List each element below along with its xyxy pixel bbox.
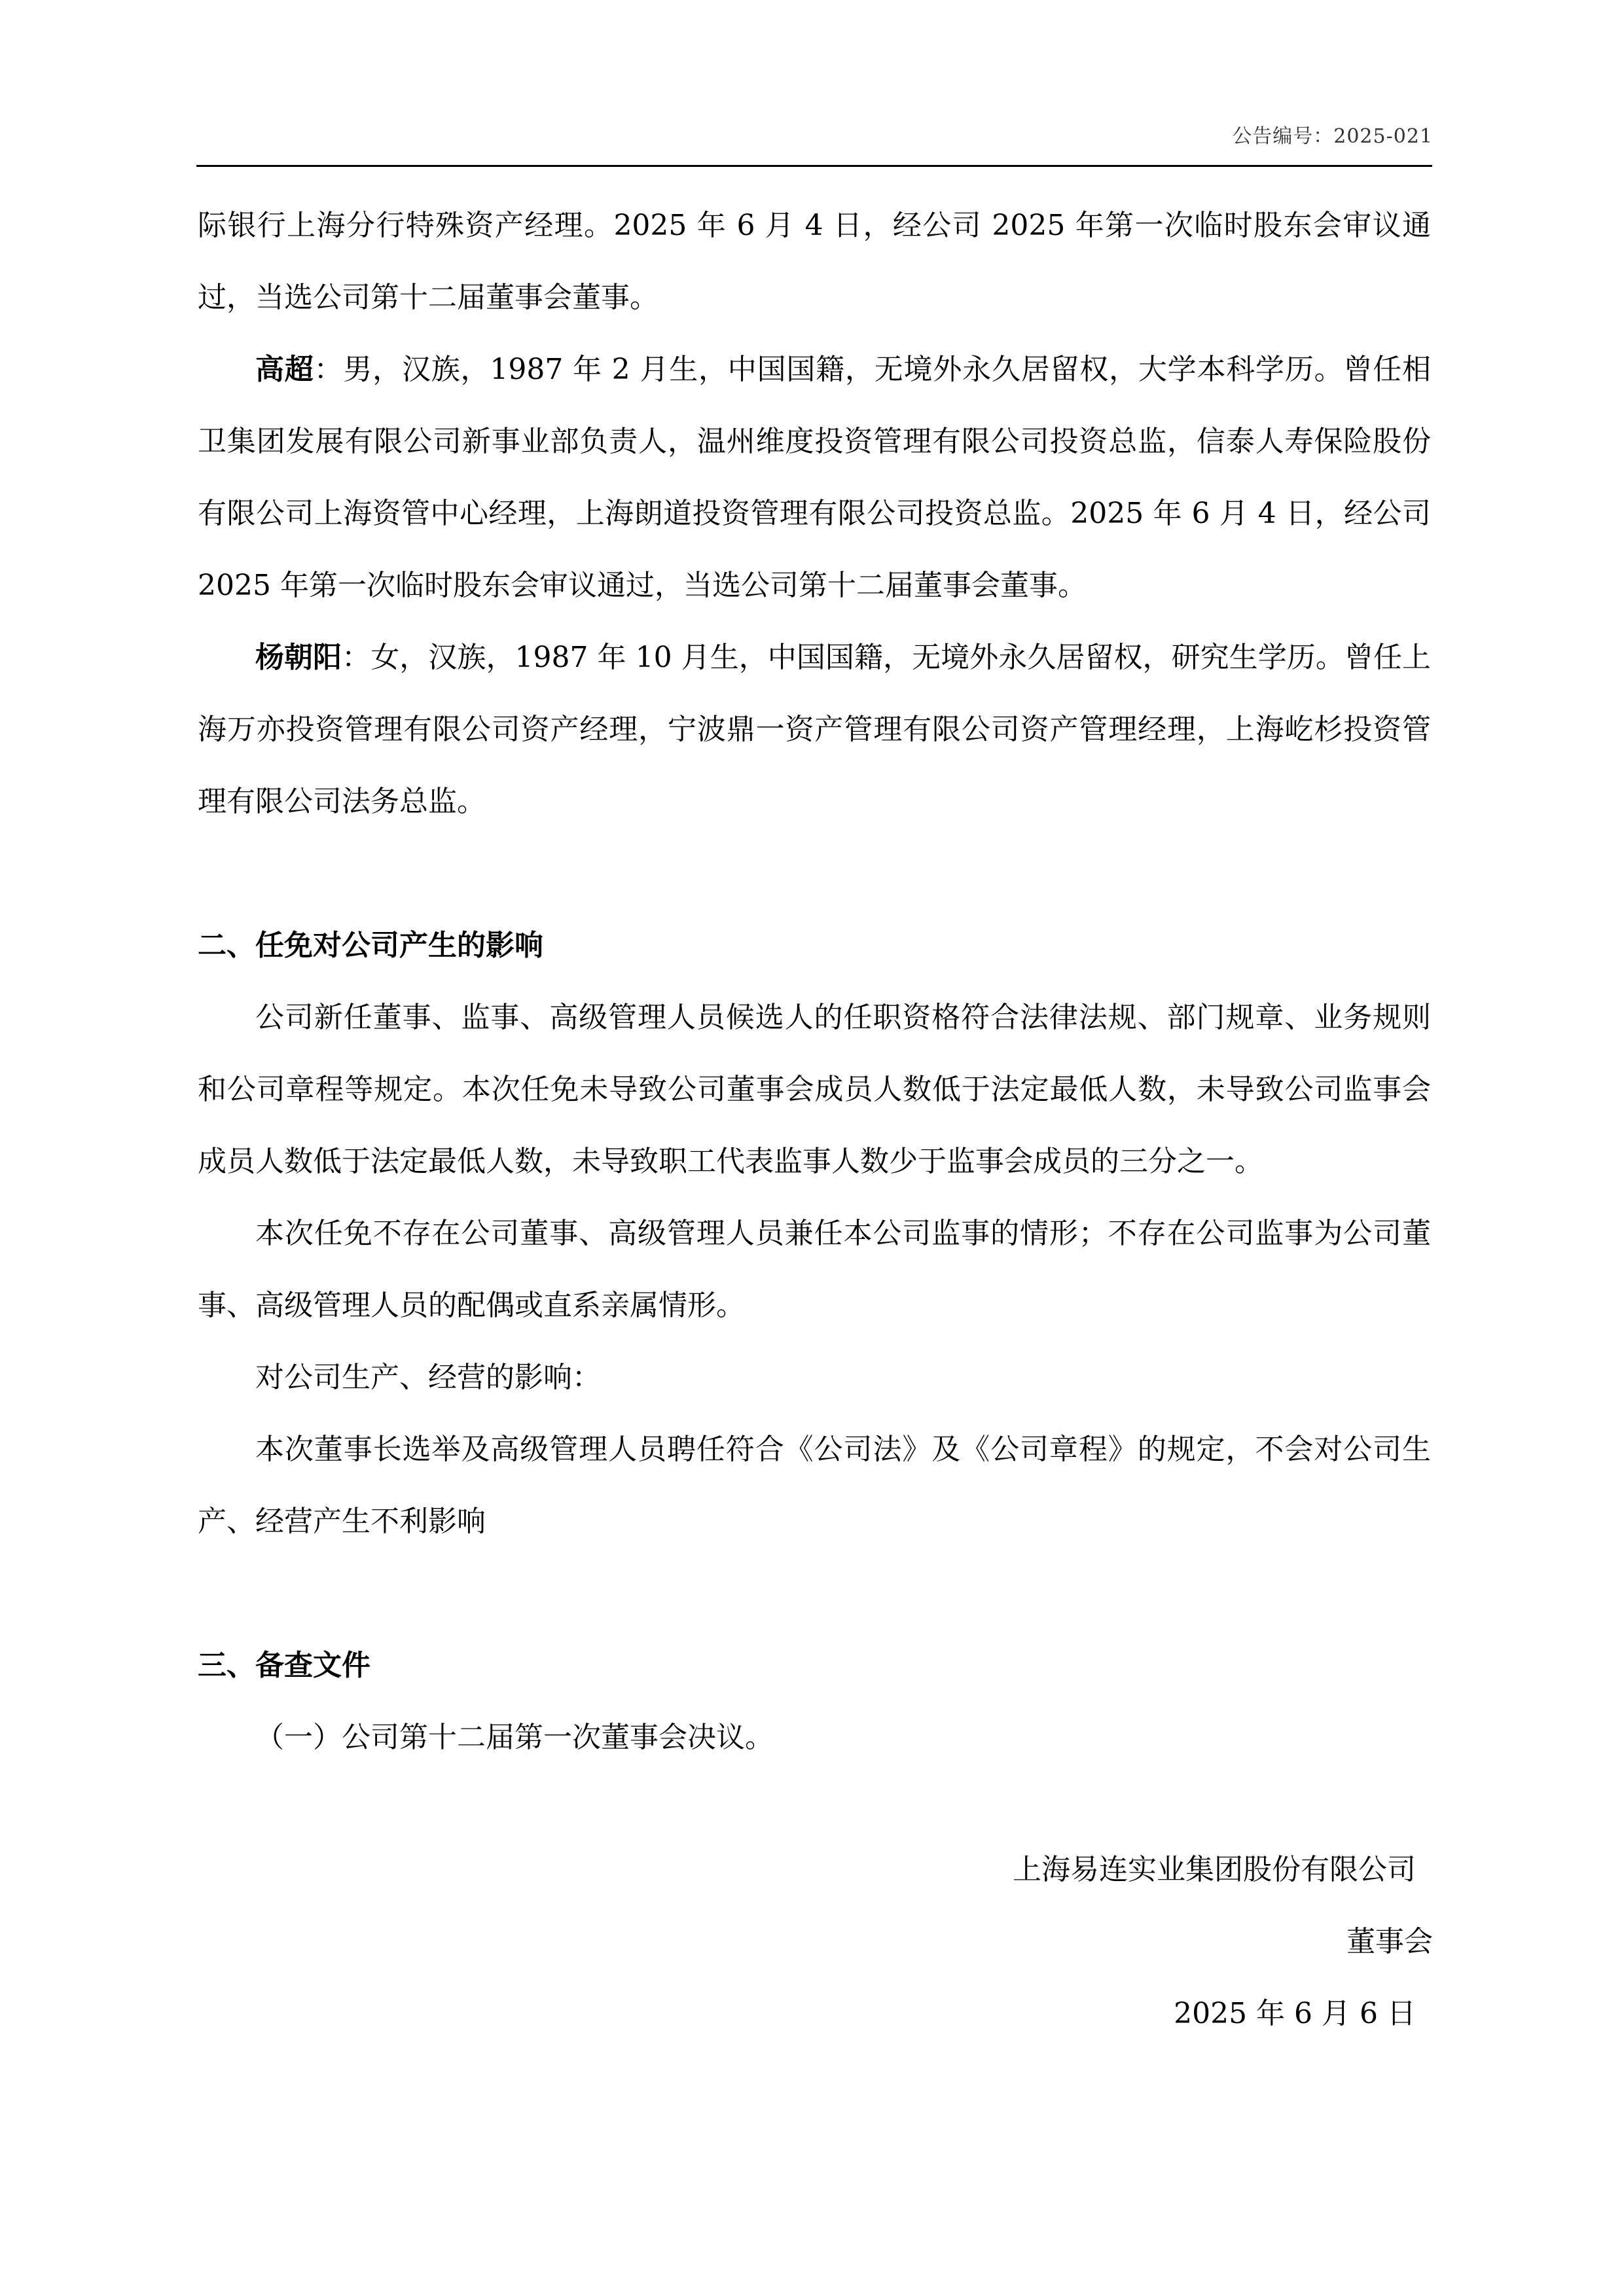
paragraph-continued: 际银行上海分行特殊资产经理。2025 年 6 月 4 日，经公司 2025 年第一次临时股东会审议通过，当选公司第十二届董事会董事。 (198, 209, 1431, 314)
notice-number: 公告编号：2025-021 (1232, 125, 1433, 148)
section-2-paragraph-4: 本次董事长选举及高级管理人员聘任符合《公司法》及《公司章程》的规定，不会对公司生产、经营产生不利影响 (198, 1433, 1431, 1538)
signature-board: 董事会 (1346, 1925, 1433, 1958)
person-name-yang: 杨朝阳 (255, 641, 342, 674)
signature-date: 2025 年 6 月 6 日 (1174, 1997, 1416, 2030)
person-bio-gao: ：男，汉族，1987 年 2 月生，中国国籍，无境外永久居留权，大学本科学历。曾任相卫集团发展有限公司新事业部负责人，温州维度投资管理有限公司投资总监，信泰人寿保险股份有限公司上海资管中心经理，上海朗道投资管理有限公司投资总监。2025 年 6 月 4 日，经公司 2025 年第一次临时股东会审议通过，当选公司第十二届董事会董事。 (198, 353, 1432, 602)
section-3-title: 三、备查文件 (198, 1649, 370, 1682)
person-bio-yang: ：女，汉族，1987 年 10 月生，中国国籍，无境外永久居留权，研究生学历。曾任上海万亦投资管理有限公司资产经理，宁波鼎一资产管理有限公司资产管理经理，上海屹杉投资管理有限公司法务总监。 (198, 641, 1432, 818)
person-name-gao: 高超 (255, 353, 314, 386)
paragraph-gao-chao (198, 334, 1431, 622)
header-divider (196, 165, 1432, 167)
signature-company: 上海易连实业集团股份有限公司 (1013, 1853, 1416, 1886)
section-2-paragraph-2: 本次任免不存在公司董事、高级管理人员兼任本公司监事的情形；不存在公司监事为公司董事、高级管理人员的配偶或直系亲属情形。 (198, 1217, 1431, 1322)
section-2-paragraph-1: 公司新任董事、监事、高级管理人员候选人的任职资格符合法律法规、部门规章、业务规则和公司章程等规定。本次任免未导致公司董事会成员人数低于法定最低人数，未导致公司监事会成员人数低于法定最低人数，未导致职工代表监事人数少于监事会成员的三分之一。 (198, 1001, 1431, 1178)
section-2-title: 二、任免对公司产生的影响 (198, 929, 543, 962)
paragraph-yang-chaoyang (198, 622, 1431, 838)
document-body (198, 190, 1431, 1774)
section-2-paragraph-3: 对公司生产、经营的影响： (255, 1361, 601, 1394)
section-3-item-1: （一）公司第十二届第一次董事会决议。 (255, 1721, 774, 1754)
